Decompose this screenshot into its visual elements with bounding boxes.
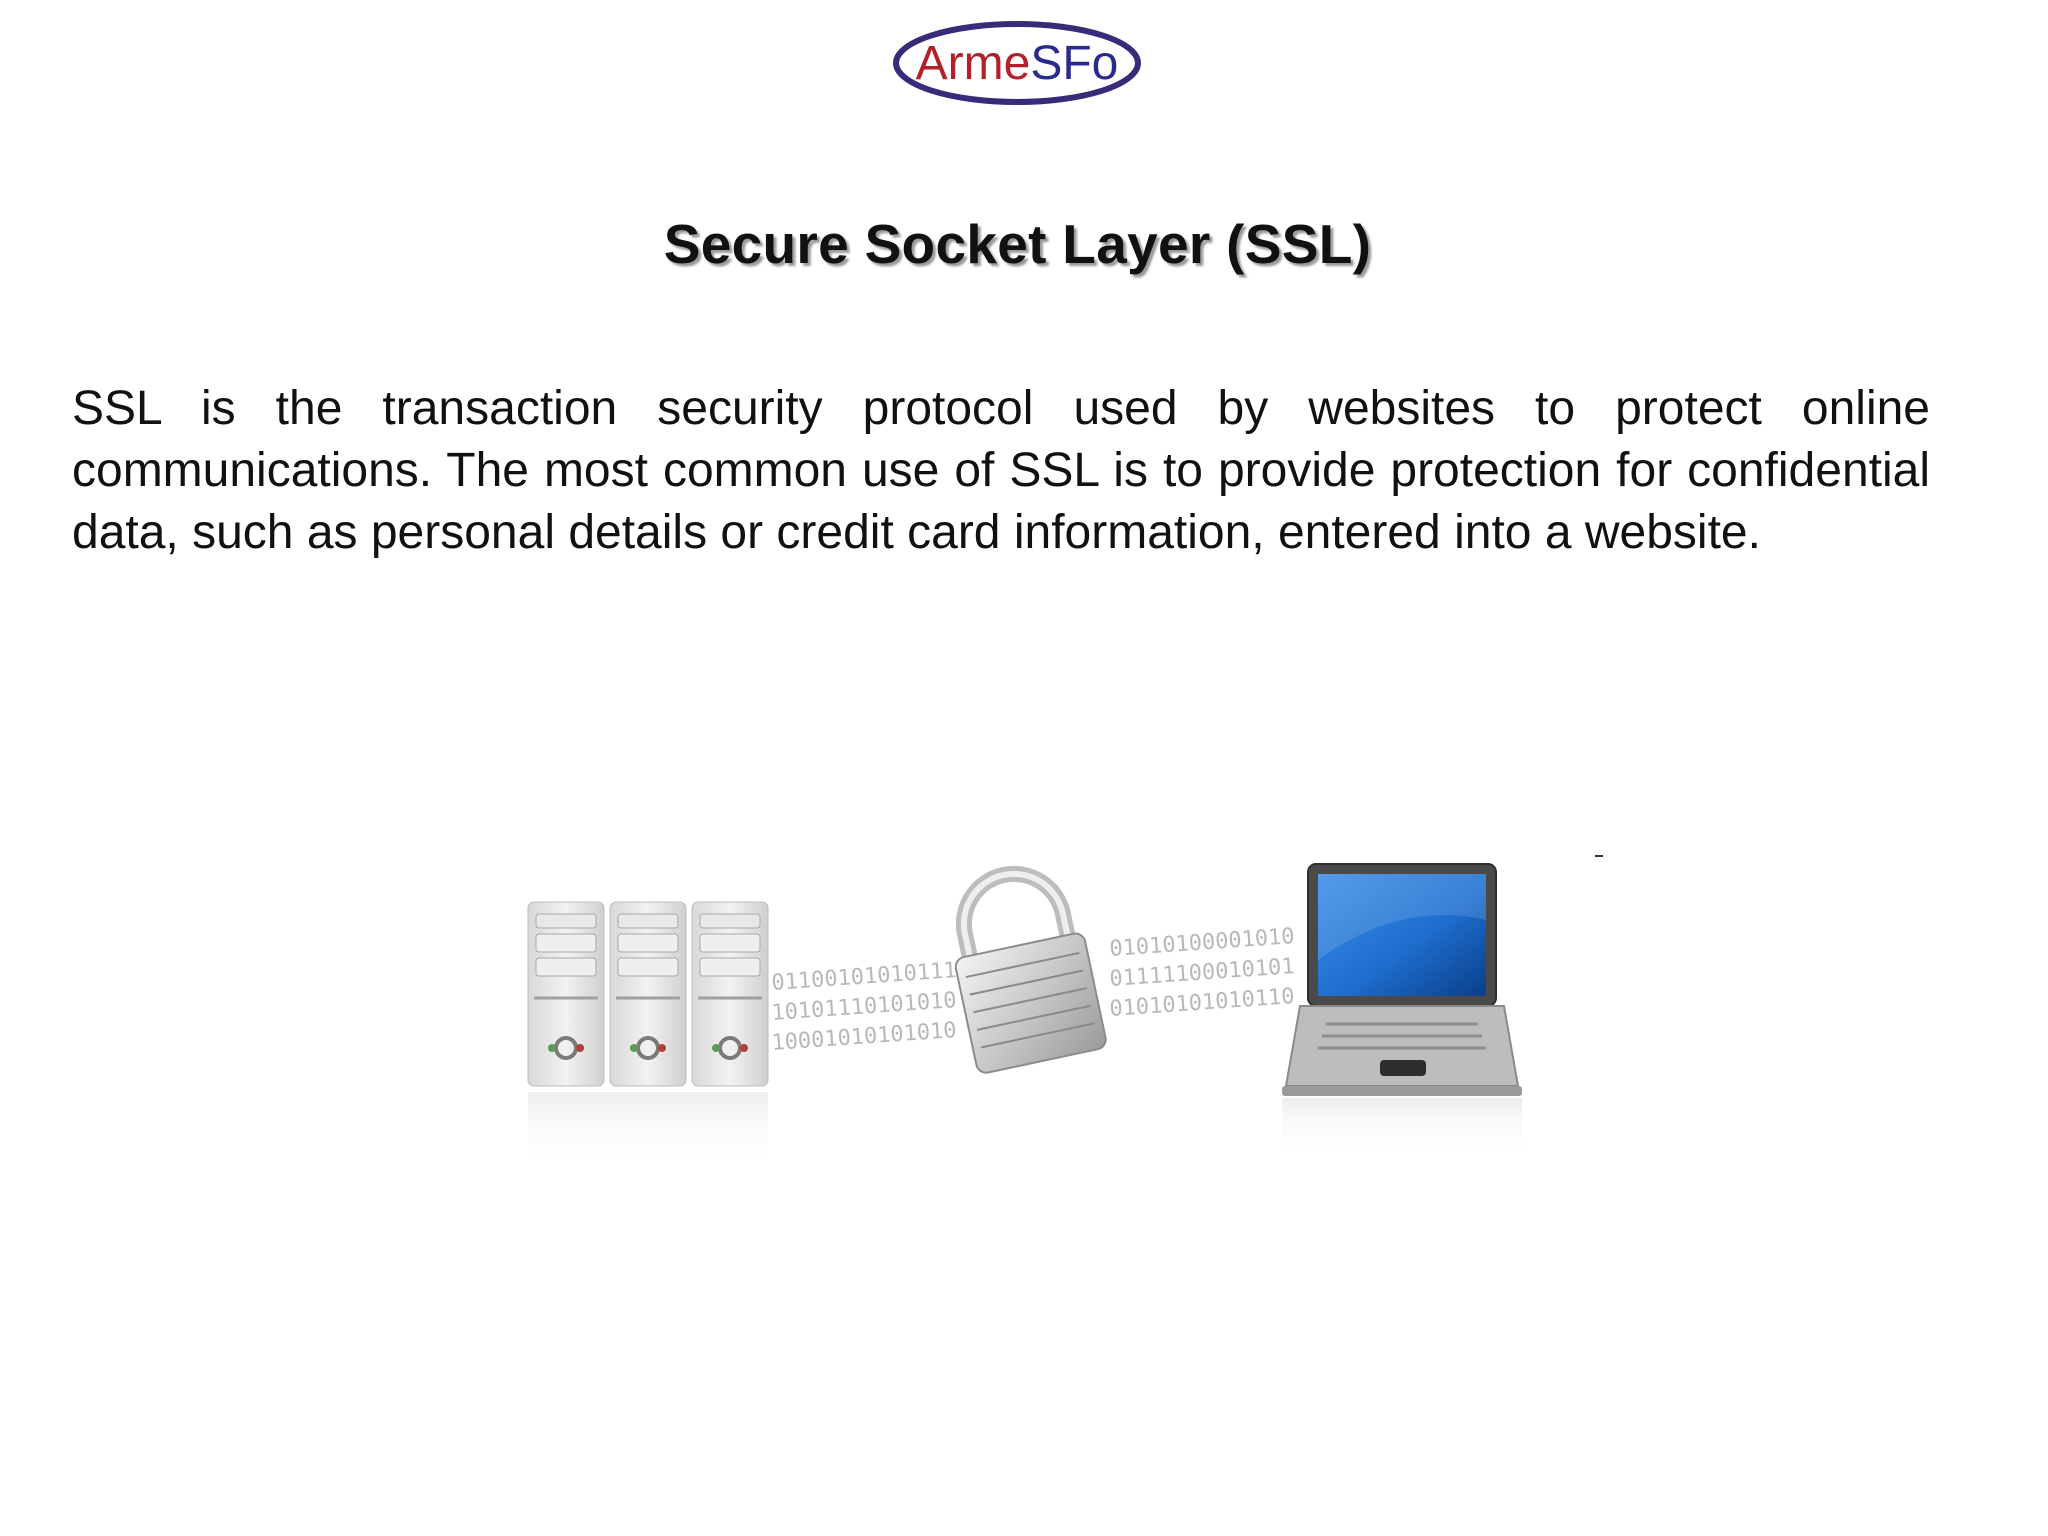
padlock-icon bbox=[939, 861, 1108, 1074]
svg-text:ArmeSFo bbox=[916, 37, 1119, 90]
binary-line: 01111100010101 bbox=[1108, 954, 1296, 992]
logo-text-part1: Arme bbox=[915, 37, 1031, 90]
armesfo-logo bbox=[892, 20, 1142, 106]
binary-line: 10101110101010 bbox=[770, 988, 958, 1026]
server-icon bbox=[528, 902, 768, 1172]
binary-line: 01010101010110 bbox=[1108, 984, 1296, 1022]
laptop-icon bbox=[1282, 864, 1522, 1158]
binary-line: 10001010101010 bbox=[770, 1018, 958, 1056]
binary-stream-right bbox=[1109, 924, 1296, 1022]
logo-text-part2: SFo bbox=[1030, 37, 1119, 90]
binary-stream-left bbox=[771, 958, 958, 1056]
binary-line: 01100101010111 bbox=[770, 958, 958, 996]
page-title: Secure Socket Layer (SSL) bbox=[663, 213, 1372, 275]
ssl-illustration bbox=[500, 840, 1640, 1260]
binary-line: 01010100001010 bbox=[1108, 924, 1296, 962]
body-paragraph: SSL is the transaction security protocol used by websites to protect online communications. The most common use of SSL is to provide protection for confidential data, such as personal details or credit card information, entered into a website. bbox=[72, 382, 1930, 559]
